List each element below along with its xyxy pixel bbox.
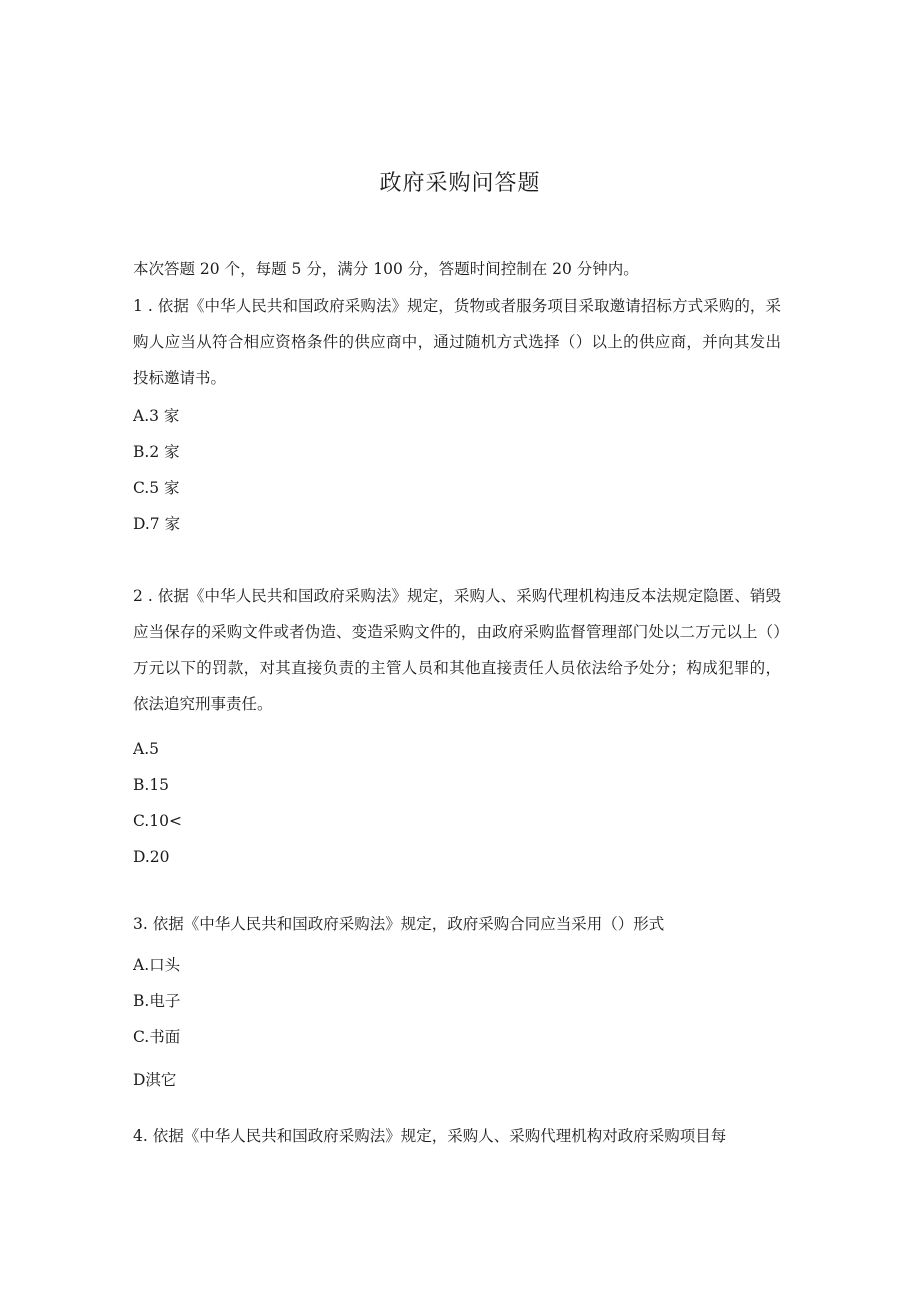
question-1-option-a: A.3 家 [133,407,180,425]
question-1-option-d: D.7 家 [133,515,181,533]
question-2-option-d: D.20 [133,848,170,866]
question-3-text: 3. 依据《中华人民共和国政府采购法》规定，政府采购合同应当采用（）形式 [133,915,665,933]
question-2-text: 2 . 依据《中华人民共和国政府采购法》规定，采购人、采购代理机构违反本法规定隐匿、销毁应当保存的采购文件或者伪造、变造采购文件的，由政府采购监督管理部门处以二万元以上（）万元以下的罚款，对其直接负责的主管人员和其他直接责任人员依法给予处分；构成犯罪的，依法追究刑事责任。 [133,587,781,713]
intro-text: 本次答题 20 个，每题 5 分，满分 100 分，答题时间控制在 20 分钟内。 [133,260,639,278]
question-4-text: 4. 依据《中华人民共和国政府采购法》规定，采购人、采购代理机构对政府采购项目每 [133,1127,727,1145]
question-2-option-c: C.10< [133,812,182,830]
question-3-option-b: B.电子 [133,992,181,1010]
question-2-option-b: B.15 [133,776,170,794]
question-3-option-d: D淇它 [133,1071,177,1089]
question-1-option-c: C.5 家 [133,479,180,497]
page-title: 政府采购问答题 [379,171,541,196]
question-3-option-c: C.书面 [133,1028,181,1046]
question-2-option-a: A.5 [133,740,159,758]
question-3-option-a: A.口头 [133,956,181,974]
question-1-text: 1 . 依据《中华人民共和国政府采购法》规定，货物或者服务项目采取邀请招标方式采购的，采购人应当从符合相应资格条件的供应商中，通过随机方式选择（）以上的供应商，并向其发出投标邀请书。 [133,297,781,387]
question-1-option-b: B.2 家 [133,443,180,461]
